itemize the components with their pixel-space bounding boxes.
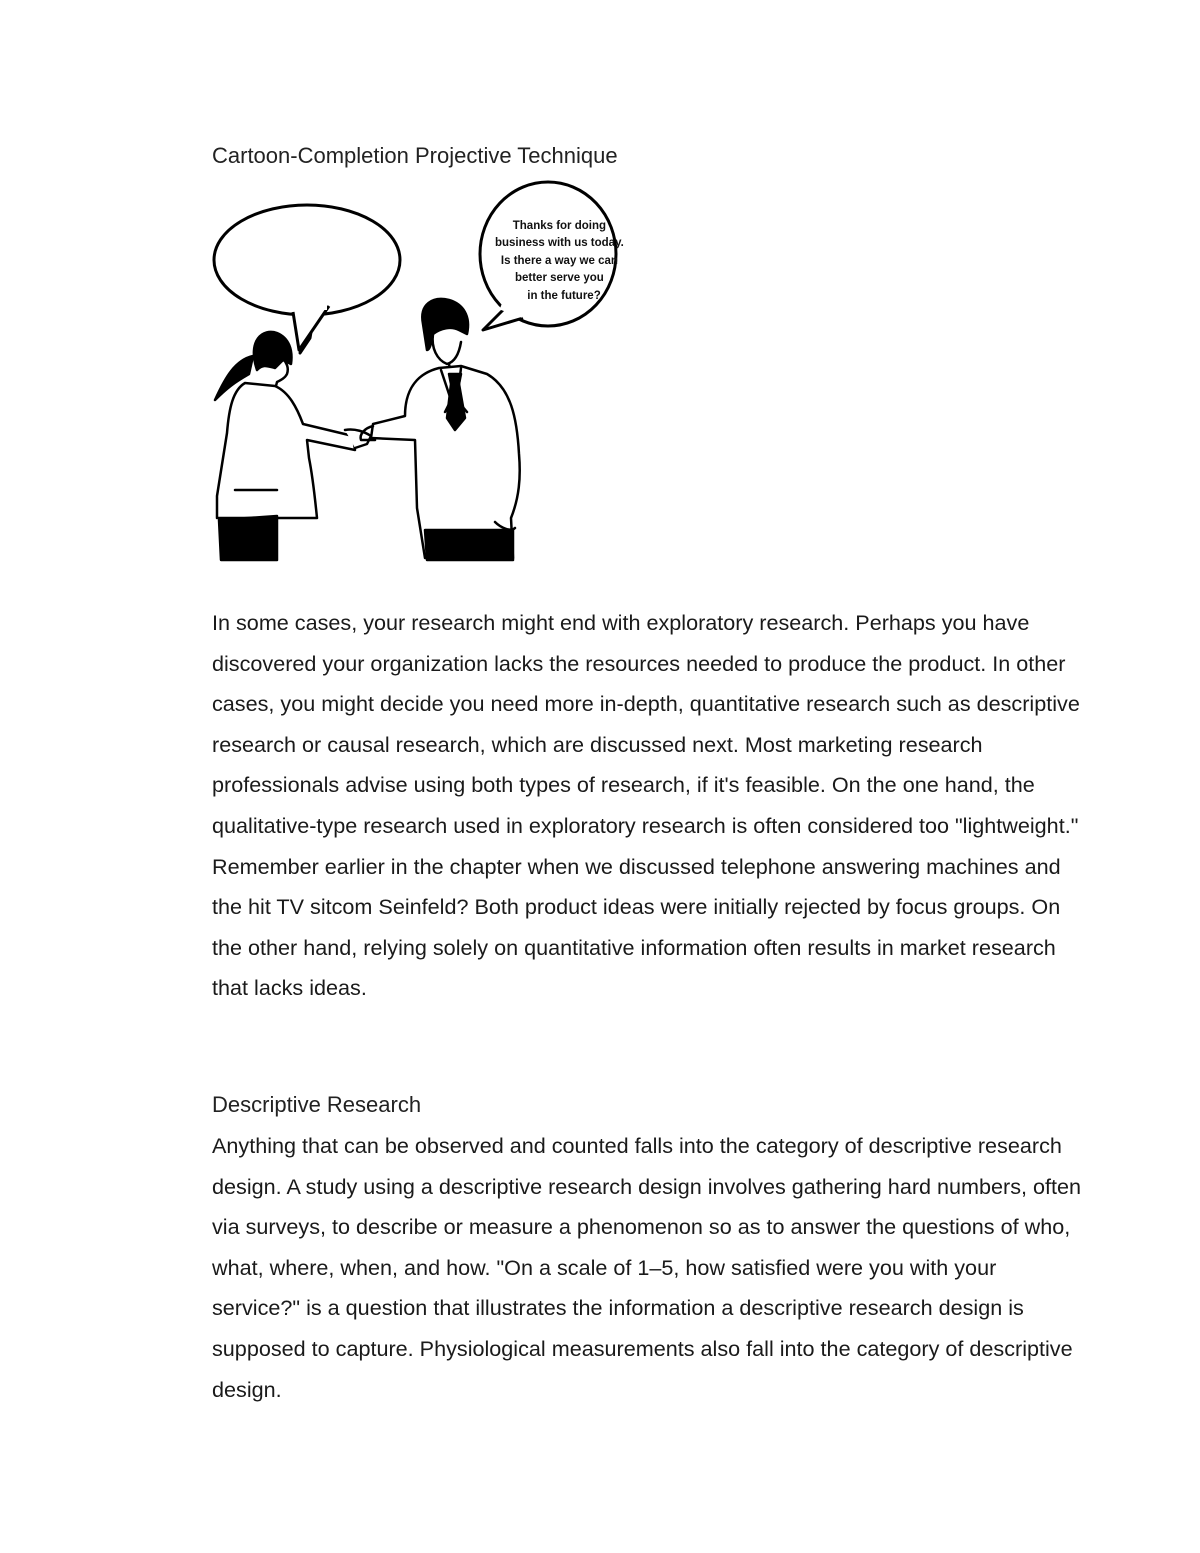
speech-line: Is there a way we can [500, 255, 618, 267]
speech-line: Thanks for doing [512, 220, 607, 232]
paragraph-descriptive: Anything that can be observed and counted falls into the category of descriptive research design. A study using a descriptive research design involves gathering hard numbers, often via surveys, to describe or measure a phenomenon so as to answer the questions of who, what, where, when, and how. "On a scale of 1–5, how satisfied were you with your service?" is a question that illustrates the information a descriptive research design is supposed to capture. Physiological measurements also fall into the category of descriptive design. [212, 1133, 1082, 1402]
speech-line: in the future? [527, 290, 601, 302]
paragraph-exploratory: In some cases, your research might end with exploratory research. Perhaps you have discovered your organization lacks the resources needed to produce the product. In other cases, you might decide you need more in-depth, quantitative research such as descriptive research or causal research, which are discussed next. Most marketing research professionals advise using both types of research, if it's feasible. On the one hand, the qualitative-type research used in exploratory research is often considered too "lightweight." Remember earlier in the chapter when we discussed telephone answering machines and the hit TV sitcom Seinfeld? Both product ideas were initially rejected by focus groups. On the other hand, relying solely on quantitative information often results in market research that lacks ideas. [212, 610, 1080, 1001]
speech-line: business with us today. [494, 237, 624, 249]
empty-speech-bubble-icon [214, 205, 400, 353]
woman-figure-icon [215, 332, 371, 560]
cartoon-figure [205, 178, 650, 568]
man-figure-icon [361, 299, 520, 560]
section-heading: Descriptive Research [212, 1092, 422, 1117]
figure-title: Cartoon-Completion Projective Technique [212, 143, 618, 168]
speech-line: better serve you [514, 272, 604, 284]
speech-bubble-icon [480, 182, 627, 330]
